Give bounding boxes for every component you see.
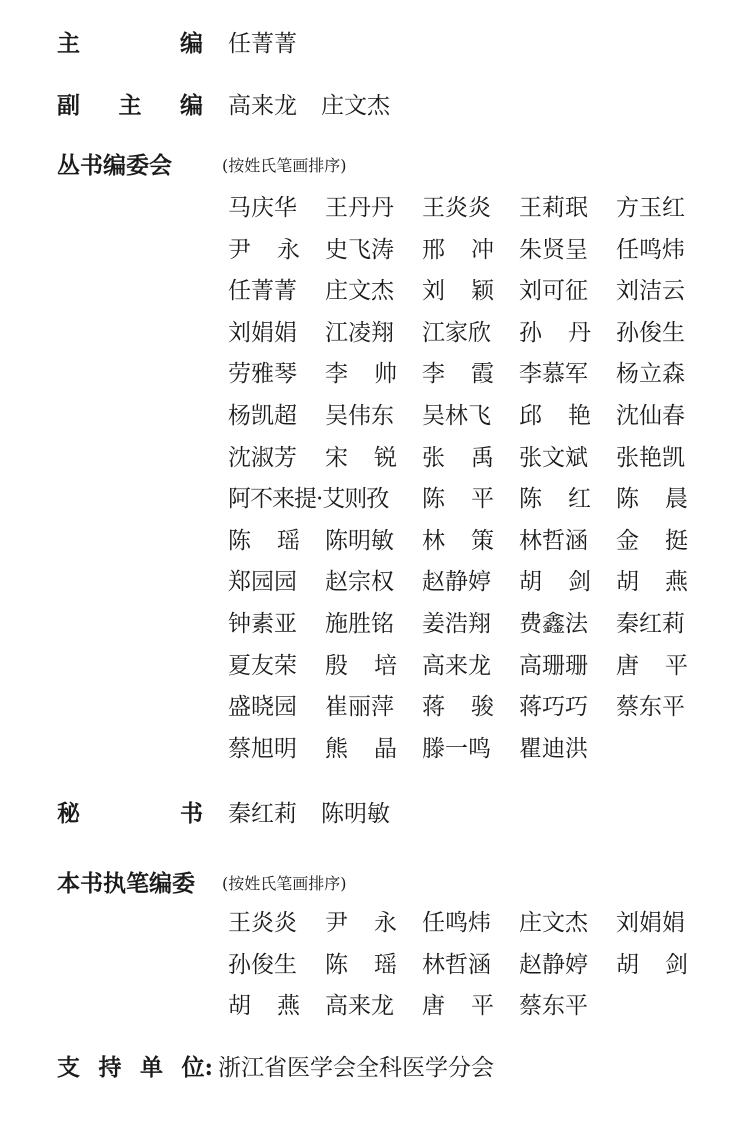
person-name: 高来龙 <box>422 652 491 679</box>
person-name: 林 策 <box>422 527 494 554</box>
person-name: 江凌翔 <box>325 319 394 346</box>
person-name: 殷 培 <box>325 652 397 679</box>
name-row <box>228 359 698 389</box>
series-committee-label: 丛书编委会 <box>57 152 172 179</box>
name-row <box>228 443 698 473</box>
person-name: 尹 永 <box>325 910 397 936</box>
person-name: 杨凯超 <box>228 403 297 429</box>
person-name: 任菁菁 <box>228 278 297 305</box>
person-name: 张艳凯 <box>616 444 685 471</box>
person-name: 高来龙 <box>228 93 297 119</box>
person-name: 庄文杰 <box>325 278 394 305</box>
person-name: 胡 剑 <box>616 951 688 978</box>
person-name: 唐 平 <box>616 652 688 679</box>
series-committee-note: (按姓氏笔画排序) <box>222 156 347 175</box>
person-name: 王丹丹 <box>325 195 394 221</box>
label-char: 主 <box>118 92 142 119</box>
person-name: 秦红莉 <box>228 801 297 827</box>
person-name: 夏友荣 <box>228 652 297 679</box>
person-name: 蔡东平 <box>519 993 588 1020</box>
person-name: 杨立森 <box>616 361 685 388</box>
name-row <box>228 734 698 764</box>
label-char: 位: <box>181 1054 213 1081</box>
person-name: 李 霞 <box>422 361 494 388</box>
person-name: 陈 瑶 <box>325 951 397 978</box>
label-char: 主 <box>57 30 80 57</box>
name-row <box>228 908 698 938</box>
person-name: 蔡旭明 <box>228 735 297 762</box>
person-name: 马庆华 <box>228 195 297 221</box>
chief-editor-label <box>57 29 203 59</box>
person-name: 任鸣炜 <box>616 236 685 263</box>
person-name: 陈明敏 <box>321 801 390 827</box>
person-name: 胡 剑 <box>519 569 591 596</box>
label-char: 书 <box>180 800 203 827</box>
person-name: 赵静婷 <box>422 569 491 596</box>
name-row <box>228 276 698 306</box>
person-name: 刘娟娟 <box>228 319 297 346</box>
person-name: 熊 晶 <box>325 735 397 762</box>
name-row <box>228 235 698 265</box>
label-char: 支 <box>57 1054 80 1081</box>
person-name: 盛晓园 <box>228 694 297 721</box>
name-row <box>228 991 698 1021</box>
person-name: 江家欣 <box>422 319 491 346</box>
person-name: 陈 晨 <box>616 486 688 513</box>
label-char: 秘 <box>57 800 80 827</box>
person-name: 姜浩翔 <box>422 611 491 637</box>
support-unit-label <box>57 1053 213 1083</box>
label-char: 持 <box>98 1054 122 1081</box>
person-name: 高来龙 <box>325 993 394 1020</box>
person-name: 施胜铭 <box>325 611 394 637</box>
deputy-editor-label <box>57 91 203 121</box>
person-name: 孙 丹 <box>519 319 591 346</box>
person-name: 赵宗权 <box>325 569 394 596</box>
person-name: 朱贤呈 <box>519 236 588 263</box>
person-name: 刘 颖 <box>422 278 494 305</box>
person-name: 方玉红 <box>616 195 685 221</box>
person-name: 任鸣炜 <box>422 910 491 936</box>
person-name: 刘可征 <box>519 278 588 305</box>
label-char: 单 <box>140 1054 163 1081</box>
person-name: 刘洁云 <box>616 278 685 305</box>
person-name: 赵静婷 <box>519 951 588 978</box>
person-name: 王炎炎 <box>422 195 491 221</box>
person-name: 钟素亚 <box>228 611 297 637</box>
label-char: 副 <box>57 92 80 119</box>
person-name: 瞿迪洪 <box>519 735 588 762</box>
person-name: 阿不来提·艾则孜 <box>228 486 389 513</box>
person-name: 孙俊生 <box>228 951 297 978</box>
person-name: 孙俊生 <box>616 319 685 346</box>
person-name: 庄文杰 <box>321 93 390 119</box>
person-name: 费鑫法 <box>519 611 588 637</box>
book-committee-label: 本书执笔编委 <box>57 870 195 897</box>
name-row <box>228 692 698 722</box>
person-name: 邢 冲 <box>422 236 494 263</box>
support-unit-value: 浙江省医学会全科医学分会 <box>218 1055 494 1081</box>
person-name: 胡 燕 <box>616 569 688 596</box>
deputy-editor-names <box>228 91 390 121</box>
person-name: 刘娟娟 <box>616 910 685 936</box>
person-name: 郑园园 <box>228 569 297 596</box>
person-name: 宋 锐 <box>325 444 397 471</box>
name-row <box>228 193 698 223</box>
name-row <box>228 609 698 639</box>
person-name: 崔丽萍 <box>325 694 394 721</box>
person-name: 张 禹 <box>422 444 494 471</box>
book-committee-note: (按姓氏笔画排序) <box>222 874 347 893</box>
name-row <box>228 401 698 431</box>
person-name: 史飞涛 <box>325 236 394 263</box>
person-name: 吴伟东 <box>325 403 394 429</box>
secretary-label <box>57 799 203 829</box>
person-name: 陈 平 <box>422 486 494 513</box>
person-name: 林哲涵 <box>519 527 588 554</box>
person-name: 唐 平 <box>422 993 494 1020</box>
label-char: 编 <box>180 92 203 119</box>
person-name: 王莉珉 <box>519 195 588 221</box>
person-name: 李慕军 <box>519 361 588 388</box>
name-row <box>228 318 698 348</box>
person-name: 秦红莉 <box>616 611 685 637</box>
person-name: 张文斌 <box>519 444 588 471</box>
person-name: 蔡东平 <box>616 694 685 721</box>
name-row <box>228 526 698 556</box>
person-name: 吴林飞 <box>422 403 491 429</box>
person-name: 滕一鸣 <box>422 735 491 762</box>
person-name: 沈淑芳 <box>228 444 297 471</box>
person-name: 蒋巧巧 <box>519 694 588 721</box>
name-row <box>228 567 698 597</box>
person-name: 尹 永 <box>228 236 300 263</box>
name-row <box>228 950 698 980</box>
person-name: 劳雅琴 <box>228 361 297 388</box>
chief-editor-names <box>228 29 297 59</box>
person-name: 高珊珊 <box>519 652 588 679</box>
name-row <box>228 484 698 514</box>
person-name: 林哲涵 <box>422 951 491 978</box>
person-name: 庄文杰 <box>519 910 588 936</box>
secretary-names <box>228 799 390 829</box>
person-name: 邱 艳 <box>519 403 591 429</box>
person-name: 沈仙春 <box>616 403 685 429</box>
person-name: 李 帅 <box>325 361 397 388</box>
person-name: 陈 瑶 <box>228 527 300 554</box>
name-row <box>228 651 698 681</box>
person-name: 任菁菁 <box>228 31 297 57</box>
label-char: 编 <box>180 30 203 57</box>
person-name: 陈明敏 <box>325 527 394 554</box>
person-name: 王炎炎 <box>228 910 297 936</box>
person-name: 金 挺 <box>616 527 688 554</box>
person-name: 蒋 骏 <box>422 694 494 721</box>
person-name: 陈 红 <box>519 486 591 513</box>
person-name: 胡 燕 <box>228 993 300 1020</box>
